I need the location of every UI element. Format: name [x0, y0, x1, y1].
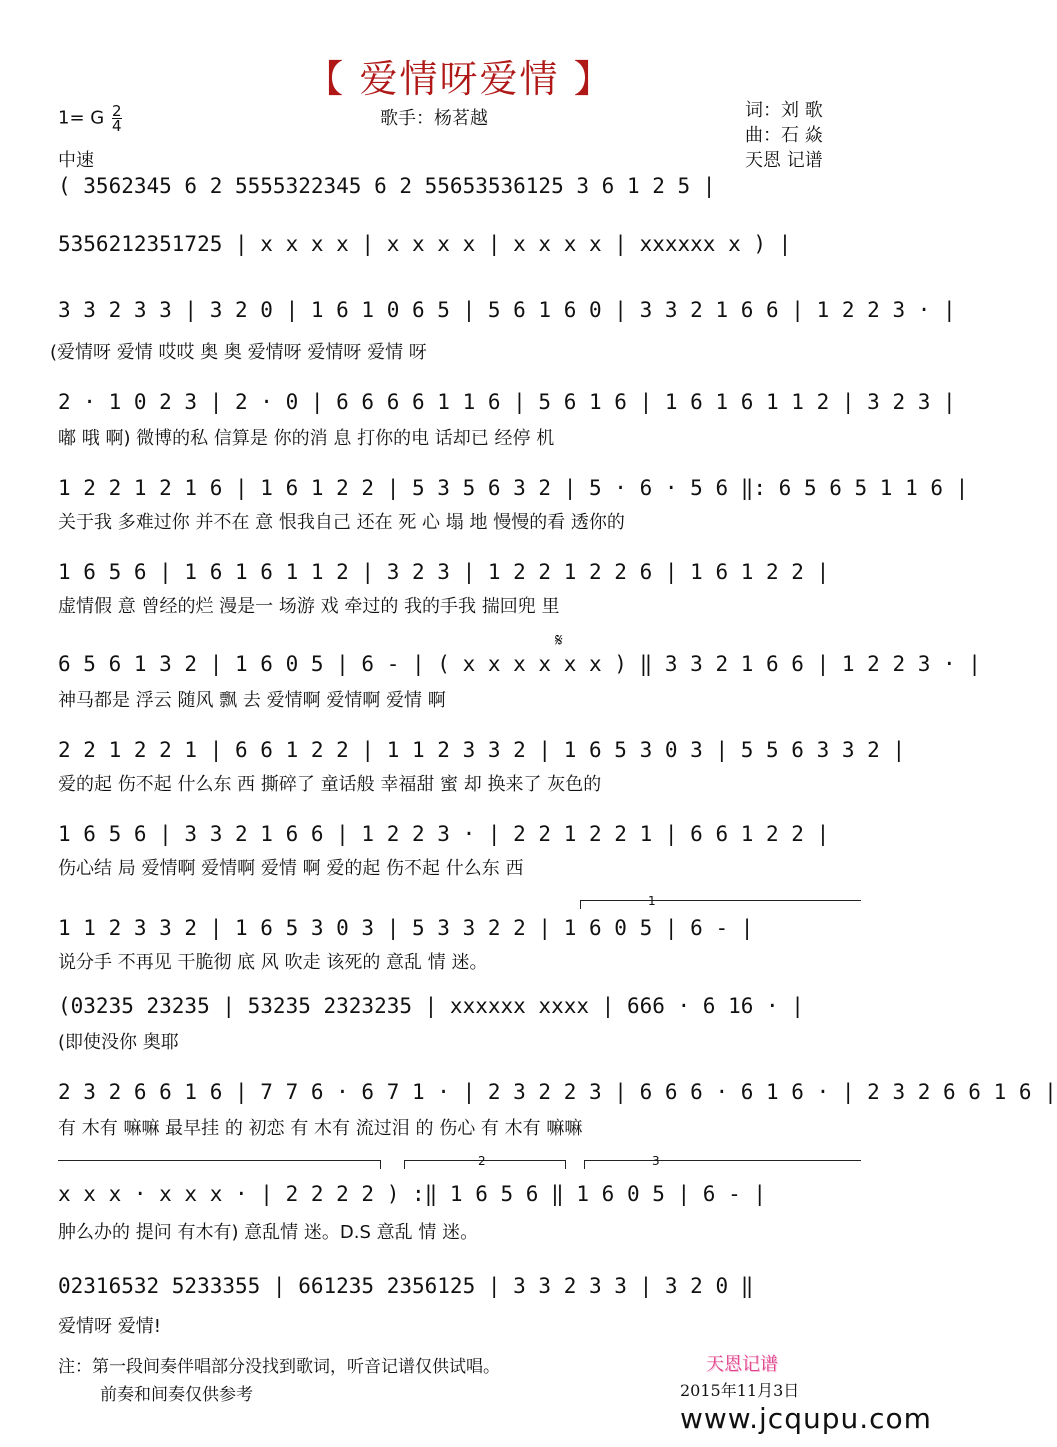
segno-icon: 𝄋	[555, 630, 563, 651]
volta-number: 3	[652, 1154, 660, 1168]
key-signature	[58, 104, 122, 133]
footnote-secondary: 前奏和间奏仅供参考	[100, 1385, 253, 1405]
watermark-url: www.jcqupu.com	[680, 1402, 932, 1435]
notation-row: 1 2 2 1 2 1 6 | 1 6 1 2 2 | 5 3 5 6 3 2 | 5 · 6 · 5 6 ‖: 6 5 6 5 1 1 6 |	[58, 476, 969, 500]
lyric-row: (即使没你 奥耶	[58, 1032, 179, 1053]
signature-stamp: 天恩记谱	[706, 1354, 778, 1375]
notation-row: ( 3562345 6 2 5555322345 6 2 55653536125 3 6 1 2 5 |	[58, 174, 716, 198]
lyric-row: 虚情假 意 曾经的烂 漫是一 场游 戏 牵过的 我的手我 揣回兜 里	[58, 596, 560, 617]
notation-row: 2 2 1 2 2 1 | 6 6 1 2 2 | 1 1 2 3 3 2 | 1 6 5 3 0 3 | 5 5 6 3 3 2 |	[58, 738, 906, 762]
notation-row: x x x · x x x · | 2 2 2 2 ) :‖ 1 6 5 6 ‖ 1 6 0 5 | 6 - |	[58, 1182, 767, 1206]
volta-bracket	[580, 900, 861, 909]
notation-row: 1 6 5 6 | 1 6 1 6 1 1 2 | 3 2 3 | 1 2 2 1 2 2 6 | 1 6 1 2 2 |	[58, 560, 830, 584]
volta-number: 2	[478, 1154, 486, 1168]
lyric-row: 神马都是 浮云 随风 飘 去 爱情啊 爱情啊 爱情 啊	[58, 690, 446, 711]
lyric-row: 关于我 多难过你 并不在 意 恨我自己 还在 死 心 塌 地 慢慢的看 透你的	[58, 512, 625, 533]
singer: 歌手：杨茗越	[380, 108, 488, 129]
time-denominator: 4	[111, 117, 122, 135]
key-label: 1= G	[58, 107, 105, 129]
notation-row: 1 6 5 6 | 3 3 2 1 6 6 | 1 2 2 3 · | 2 2 1 2 2 1 | 6 6 1 2 2 |	[58, 822, 830, 846]
lyricist: 词：刘 歌	[745, 100, 823, 121]
tempo: 中速	[58, 150, 94, 171]
transcriber: 天恩 记谱	[745, 150, 823, 171]
notation-row: (03235 23235 | 53235 2323235 | xxxxxx xxxx | 666 · 6 16 · |	[58, 994, 804, 1018]
date: 2015年11月3日	[680, 1381, 800, 1400]
composer: 曲：石 焱	[745, 125, 823, 146]
repeat-bracket	[58, 1160, 381, 1169]
footnote: 注：第一段间奏伴唱部分没找到歌词，听音记谱仅供试唱。	[58, 1357, 500, 1377]
notation-row: 2 3 2 6 6 1 6 | 7 7 6 · 6 7 1 · | 2 3 2 2 3 | 6 6 6 · 6 1 6 · | 2 3 2 6 6 1 6 |	[58, 1080, 1057, 1104]
notation-row: 5356212351725 | x x x x | x x x x | x x x x | xxxxxx x ) |	[58, 232, 792, 256]
lyric-row: 肿么办的 提问 有木有) 意乱情 迷。D.S 意乱 情 迷。	[58, 1222, 479, 1243]
lyric-row: 嘟 哦 啊) 微博的私 信算是 你的消 息 打你的电 话却已 经停 机	[58, 428, 555, 449]
notation-row: 2 · 1 0 2 3 | 2 · 0 | 6 6 6 6 1 1 6 | 5 6 1 6 | 1 6 1 6 1 1 2 | 3 2 3 |	[58, 390, 956, 414]
lyric-row: 爱的起 伤不起 什么东 西 撕碎了 童话般 幸福甜 蜜 却 换来了 灰色的	[58, 774, 602, 795]
volta-bracket	[584, 1160, 861, 1169]
lyric-row: (爱情呀 爱情 哎哎 奥 奥 爱情呀 爱情呀 爱情 呀	[50, 342, 427, 363]
notation-row: 02316532 5233355 | 661235 2356125 | 3 3 2 3 3 | 3 2 0 ‖	[58, 1274, 754, 1298]
lyric-row: 爱情呀 爱情!	[58, 1316, 161, 1337]
time-numerator: 2	[111, 102, 122, 120]
lyric-row: 伤心结 局 爱情啊 爱情啊 爱情 啊 爱的起 伤不起 什么东 西	[58, 858, 524, 879]
notation-row: 1 1 2 3 3 2 | 1 6 5 3 0 3 | 5 3 3 2 2 | 1 6 0 5 | 6 - |	[58, 916, 754, 940]
song-title: 【 爱情呀爱情 】	[305, 57, 614, 101]
lyric-row: 有 木有 嘛嘛 最早挂 的 初恋 有 木有 流过泪 的 伤心 有 木有 嘛嘛	[58, 1118, 583, 1139]
time-signature	[112, 104, 122, 133]
notation-row: 3 3 2 3 3 | 3 2 0 | 1 6 1 0 6 5 | 5 6 1 6 0 | 3 3 2 1 6 6 | 1 2 2 3 · |	[58, 298, 956, 322]
notation-row: 6 5 6 1 3 2 | 1 6 0 5 | 6 - | ( x x x x x x ) ‖ 3 3 2 1 6 6 | 1 2 2 3 · |	[58, 652, 981, 676]
lyric-row: 说分手 不再见 干脆彻 底 风 吹走 该死的 意乱 情 迷。	[58, 952, 488, 973]
volta-number: 1	[648, 894, 656, 908]
